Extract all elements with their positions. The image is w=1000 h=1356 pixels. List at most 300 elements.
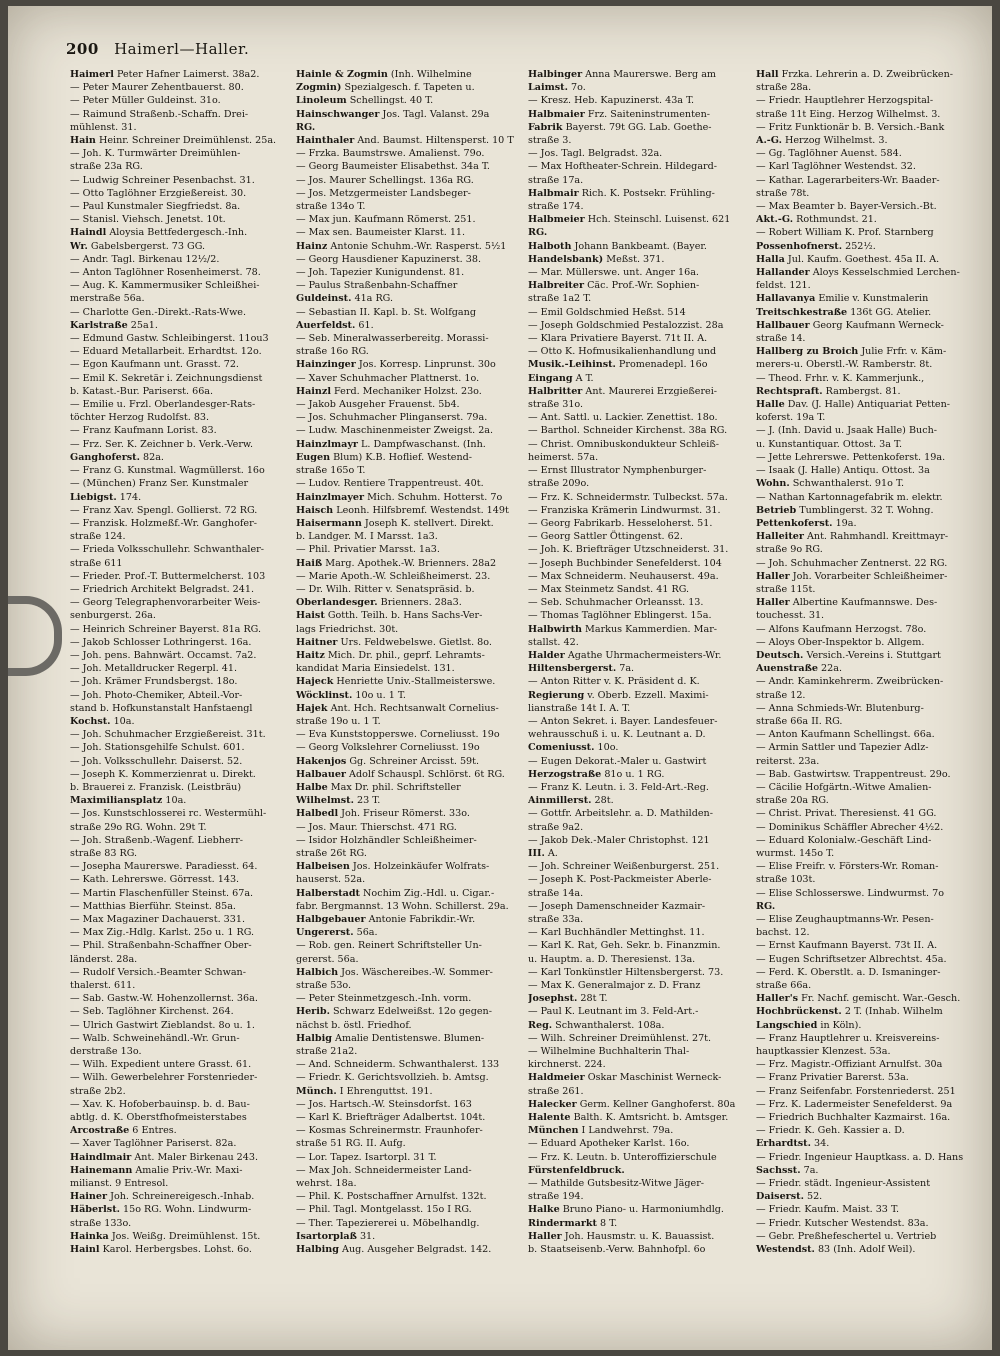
directory-line: straße 78t. [756, 187, 810, 199]
directory-line: — Friedr. Hauptlehrer Herzogspital- [756, 95, 934, 107]
directory-line: — Friedr. städt. Ingenieur-Assistent [756, 1178, 931, 1190]
directory-line: — Anton Sekret. i. Bayer. Landesfeuer- [528, 715, 718, 727]
directory-line: derstraße 13o. [70, 1046, 142, 1058]
directory-line: Fabrik Bayerst. 79t GG. Lab. Goethe- [528, 121, 712, 133]
directory-line: — J. (Inh. David u. Jsaak Halle) Buch- [756, 425, 937, 437]
directory-line: — Aloys Ober-Inspektor b. Allgem. [756, 636, 925, 648]
directory-line: — Joh. pens. Bahnwärt. Occamst. 7a2. [70, 649, 257, 661]
directory-line: straße 14. [756, 333, 806, 345]
directory-line: — Xav. K. Hofoberbauinsp. b. d. Bau- [70, 1098, 250, 1110]
directory-line: gererst. 56a. [296, 953, 359, 965]
directory-line: straße 209o. [528, 478, 590, 490]
directory-line: Halbing Aug. Ausgeher Belgradst. 142. [296, 1244, 492, 1256]
directory-line: straße 26t RG. [296, 847, 367, 859]
directory-line: Hainz Antonie Schuhm.-Wr. Rasperst. 5½1 [296, 240, 507, 252]
directory-line: — Joh. Schreiner Weißenburgerst. 251. [528, 861, 720, 873]
directory-line: — Cäcilie Hofgärtn.-Witwe Amalien- [756, 781, 932, 793]
directory-line: — Sab. Gastw.-W. Hohenzollernst. 36a. [70, 993, 258, 1005]
directory-line: Halbreiter Cäc. Prof.-Wr. Sophien- [528, 280, 700, 292]
directory-line: straße 134o T. [296, 201, 366, 213]
directory-line: koferst. 19a T. [756, 412, 826, 424]
directory-line: — Joh. K. Briefträger Utzschneiderst. 31. [528, 544, 729, 556]
directory-line: — Stanisl. Viehsch. Jenetst. 10t. [70, 214, 226, 226]
directory-line: — Franz K. Leutn. i. 3. Feld-Art.-Reg. [528, 781, 709, 793]
directory-line: — Dr. Wilh. Ritter v. Senatspräsid. b. [296, 583, 475, 595]
directory-line: stallst. 42. [528, 636, 579, 648]
directory-line: straße 133o. [70, 1217, 132, 1229]
directory-line: Halbauer Adolf Schauspl. Schlörst. 6t RG. [296, 768, 505, 780]
directory-line: — Xaver Taglöhner Pariserst. 82a. [70, 1138, 237, 1150]
directory-line: — Friedr. Kutscher Westendst. 83a. [756, 1217, 929, 1229]
directory-line: — Joh. Tapezier Kunigundenst. 81. [296, 267, 465, 279]
directory-line: — Eva Kunststopperswe. Corneliusst. 19o [296, 729, 500, 741]
directory-line: — Nathan Kartonnagefabrik m. elektr. [756, 491, 943, 503]
directory-line: — Rob. gen. Reinert Schriftsteller Un- [296, 940, 482, 952]
directory-line: straße 174. [528, 201, 584, 213]
column-3 [528, 68, 752, 1256]
directory-line: — Georg Volkslehrer Corneliusst. 19o [296, 742, 480, 754]
directory-line: Hainer Joh. Schreinereigesch.-Inhab. [70, 1191, 255, 1203]
directory-page [8, 6, 992, 1350]
directory-line: — Jos. Tagl. Belgradst. 32a. [528, 148, 663, 160]
directory-line: Daiserst. 52. [756, 1191, 823, 1203]
directory-line: — Raimund Straßenb.-Schaffn. Drei- [70, 108, 249, 120]
directory-line: Kochst. 10a. [70, 715, 135, 727]
directory-line: — Gg. Taglöhner Auenst. 584. [756, 148, 902, 160]
directory-line: — Wilhelmine Buchhalterin Thal- [528, 1046, 690, 1058]
directory-line: straße 19o u. 1 T. [296, 715, 381, 727]
directory-line: — Max Schneiderm. Neuhauserst. 49a. [528, 570, 719, 582]
directory-line: — Peter Maurer Zehentbauerst. 80. [70, 82, 244, 94]
directory-line: Haller Joh. Vorarbeiter Schleißheimer- [756, 570, 948, 582]
directory-line: Hainl Karol. Herbergsbes. Lohst. 6o. [70, 1244, 252, 1256]
directory-line: — Anton Ritter v. K. Präsident d. K. [528, 676, 700, 688]
directory-line: Linoleum Schellingst. 40 T. [296, 95, 434, 107]
directory-line: — Eugen Dekorat.-Maler u. Gastwirt [528, 755, 707, 767]
directory-line: straße 20a RG. [756, 795, 829, 807]
directory-line: — Jakob Ausgeher Frauenst. 5b4. [296, 399, 460, 411]
directory-line: Hall Frzka. Lehrerin a. D. Zweibrücken- [756, 69, 954, 80]
directory-line: — Franz Hauptlehrer u. Kreisvereins- [756, 1032, 940, 1044]
directory-line: b. Staatseisenb.-Verw. Bahnhofpl. 6o [528, 1244, 706, 1256]
directory-line: — Emil K. Sekretär i. Zeichnungsdienst [70, 372, 263, 384]
directory-line: Hochbrückenst. 2 T. (Inhab. Wilhelm [756, 1006, 943, 1018]
directory-line: Hallavanya Emilie v. Kunstmalerin [756, 293, 929, 305]
directory-line: straße 17a. [528, 174, 584, 186]
directory-line: — Kathar. Lagerarbeiters-Wr. Baader- [756, 174, 940, 186]
directory-line: — Mathilde Gutsbesitz-Witwe Jäger- [528, 1178, 705, 1190]
directory-line: wurmst. 145o T. [756, 847, 835, 859]
directory-line: — Max Zig.-Hdlg. Karlst. 25o u. 1 RG. [70, 927, 255, 939]
directory-line: straße 261. [528, 1085, 584, 1097]
directory-line: Hainschwanger Jos. Tagl. Valanst. 29a [296, 108, 490, 120]
directory-line: — Ernst Kaufmann Bayerst. 73t II. A. [756, 940, 938, 952]
directory-line: — Ferd. K. Oberstlt. a. D. Ismaninger- [756, 966, 941, 978]
directory-line: Erhardtst. 34. [756, 1138, 830, 1150]
directory-line: — Ulrich Gastwirt Zieblandst. 8o u. 1. [70, 1019, 255, 1031]
directory-line: Halbgebauer Antonie Fabrikdir.-Wr. [296, 914, 476, 925]
directory-line: Rechtspraft. Rambergst. 81. [756, 385, 901, 397]
directory-line: Hajek Ant. Hch. Rechtsanwalt Cornelius- [296, 702, 499, 714]
directory-line: straße 1a2 T. [528, 293, 592, 305]
directory-line: — Ludw. Maschinenmeister Zweigst. 2a. [296, 425, 494, 437]
column-1 [70, 68, 294, 1256]
directory-line: Halbeisen Jos. Holzeinkäufer Wolfrats- [296, 861, 490, 873]
directory-line: — Eugen Schriftsetzer Albrechtst. 45a. [756, 953, 947, 965]
directory-line: heimerst. 57a. [528, 451, 599, 463]
directory-line: — Georg Sattler Öttingenst. 62. [528, 531, 683, 543]
directory-line: Halbich Jos. Wäschereibes.-W. Sommer- [296, 966, 493, 978]
directory-line: straße 115t. [756, 583, 816, 595]
directory-line: — Phil. Tagl. Montgelasst. 15o I RG. [296, 1204, 472, 1216]
directory-line: lianstraße 14t I. A. T. [528, 702, 631, 714]
directory-line: — Franz Xav. Spengl. Gollierst. 72 RG. [70, 504, 258, 516]
directory-line: Eugen Blum) K.B. Hoflief. Westend- [296, 451, 473, 463]
directory-line: Haisch Leonh. Hilfsbremf. Westendst. 149t [296, 504, 509, 516]
directory-line: — Friedr. K. Gerichtsvollzieh. b. Amtsg. [296, 1072, 489, 1084]
directory-line: Hakenjos Gg. Schreiner Arcisst. 59t. [296, 755, 480, 767]
directory-line: Hainzl Ferd. Mechaniker Holzst. 23o. [296, 385, 482, 397]
directory-line: Langschied in Köln). [756, 1019, 862, 1031]
directory-line: straße 2b2. [70, 1085, 126, 1097]
directory-line: Halboth Johann Bankbeamt. (Bayer. [528, 240, 707, 252]
directory-line: — Frz. Magistr.-Offiziant Arnulfst. 30a [756, 1059, 943, 1071]
directory-line: straße 3. [528, 135, 572, 147]
directory-line: München I Landwehrst. 79a. [528, 1125, 674, 1137]
directory-line: Hallander Aloys Kesselschmied Lerchen- [756, 267, 960, 279]
directory-line: Haindlmair Ant. Maler Birkenau 243. [70, 1151, 259, 1163]
directory-line: Halleiter Ant. Rahmhandl. Kreittmayr- [756, 531, 949, 543]
directory-line: — Walb. Schweinehändl.-Wr. Grun- [70, 1032, 240, 1044]
directory-line: feldst. 121. [756, 280, 811, 292]
directory-line: — Joh. K. Turmwärter Dreimühlen- [70, 148, 241, 160]
directory-line: reiterst. 23a. [756, 755, 820, 767]
directory-line: straße 103t. [756, 874, 816, 886]
directory-line: Halbmair Rich. K. Postsekr. Frühling- [528, 187, 715, 199]
running-head: Haimerl—Haller. [114, 40, 250, 58]
directory-line: — Joh. Krämer Frundsbergst. 18o. [70, 676, 238, 688]
directory-line: u. Kunstantiquar. Ottost. 3a T. [756, 438, 903, 450]
directory-line: — Seb. Mineralwasserbereitg. Morassi- [296, 333, 489, 345]
directory-line: — Christ. Privat. Theresienst. 41 GG. [756, 808, 937, 820]
directory-line: hauptkassier Klenzest. 53a. [756, 1046, 891, 1058]
directory-line: — Thomas Taglöhner Eblingerst. 15a. [528, 610, 712, 622]
directory-line: Halla Jul. Kaufm. Goethest. 45a II. A. [756, 253, 940, 265]
directory-line: — Kosmas Schreinermstr. Fraunhofer- [296, 1125, 483, 1137]
directory-line: — Gottfr. Arbeitslehr. a. D. Mathilden- [528, 808, 713, 820]
directory-line: Häberlst. 15o RG. Wohn. Lindwurm- [70, 1204, 252, 1216]
directory-line: Halbig Amalie Dentistenswe. Blumen- [296, 1032, 485, 1044]
directory-line: — Karl Taglöhner Westendst. 32. [756, 161, 916, 173]
directory-line: hauserst. 52a. [296, 874, 366, 886]
directory-line: lags Friedrichst. 30t. [296, 623, 399, 635]
directory-line: Hainthaler And. Baumst. Hiltensperst. 10 T [296, 135, 514, 147]
directory-line: Hainzlmayr L. Dampfwaschanst. (Inh. [296, 438, 486, 450]
directory-line: straße 29o RG. Wohn. 29t T. [70, 821, 207, 833]
directory-line: Possenhofnerst. 252½. [756, 240, 876, 252]
directory-line: straße 28a. [756, 82, 812, 94]
directory-line: — Frz. K. Schneidermstr. Tulbeckst. 57a. [528, 491, 728, 503]
directory-line: — Jos. Maur. Thierschst. 471 RG. [296, 821, 457, 833]
directory-line: — Frz. K. Leutn. b. Unteroffizierschule [528, 1151, 717, 1163]
directory-line: — Franzisk. Holzmeßf.-Wr. Ganghofer- [70, 517, 257, 529]
directory-line: Ganghoferst. 82a. [70, 451, 164, 463]
directory-line: straße 11t Eing. Herzog Wilhelmst. 3. [756, 108, 941, 120]
directory-line: — Lor. Tapez. Isartorpl. 31 T. [296, 1151, 437, 1163]
directory-line: — Jette Lehrerswe. Pettenkoferst. 19a. [756, 451, 946, 463]
directory-line: Halberstadt Nochim Zig.-Hdl. u. Cigar.- [296, 887, 495, 899]
directory-line: Pettenkoferst. 19a. [756, 517, 857, 529]
directory-line: — Joseph K. Kommerzienrat u. Direkt. [70, 768, 256, 780]
directory-line: straße 51 RG. II. Aufg. [296, 1138, 406, 1150]
directory-line: — Joh. Schuhmacher Erzgießereist. 31t. [70, 729, 266, 741]
directory-line: Halbritter Ant. Maurerei Erzgießerei- [528, 385, 718, 397]
directory-line: straße 12. [756, 689, 806, 701]
directory-line: — Friedr. Ingenieur Hauptkass. a. D. Hans [756, 1151, 964, 1163]
directory-line: Halle Dav. (J. Halle) Antiquariat Petten- [756, 399, 951, 411]
directory-line: — Max K. Generalmajor z. D. Franz [528, 980, 701, 992]
directory-line: merstraße 56a. [70, 293, 145, 305]
directory-line: — Jos. Metzgermeister Landsbeger- [296, 187, 471, 199]
binder-clip [8, 596, 62, 676]
directory-line: Wilhelmst. 23 T. [296, 795, 381, 807]
directory-line: stand b. Hofkunstanstalt Hanfstaengl [70, 702, 253, 714]
directory-line: Hain Heinr. Schreiner Dreimühlenst. 25a. [70, 135, 277, 147]
directory-line: Herib. Schwarz Edelweißst. 12o gegen- [296, 1006, 492, 1018]
directory-line: straße 14a. [528, 887, 584, 899]
directory-line: — Isaak (J. Halle) Antiqu. Ottost. 3a [756, 465, 930, 477]
directory-line: — Edmund Gastw. Schleibingerst. 11ou3 [70, 333, 269, 345]
directory-line: — Ludwig Schreiner Pesenbachst. 31. [70, 174, 255, 186]
directory-line: Eingang A T. [528, 372, 594, 384]
directory-line: bachst. 12. [756, 927, 810, 939]
directory-line: abtlg. d. K. Oberstfhofmeisterstabes [70, 1112, 247, 1124]
directory-line: — Seb. Taglöhner Kirchenst. 264. [70, 1006, 234, 1018]
directory-line: Hainka Jos. Weißg. Dreimühlenst. 15t. [70, 1230, 261, 1242]
directory-line: Reg. Schwanthalerst. 108a. [528, 1019, 665, 1031]
directory-line: Musik.-Leihinst. Promenadepl. 16o [528, 359, 708, 371]
directory-line: Halbmeier Hch. Steinschl. Luisenst. 621 [528, 214, 731, 226]
column-4 [756, 68, 980, 1256]
directory-line: Treitschkestraße 136t GG. Atelier. [756, 306, 932, 318]
directory-line: — Joh. Stationsgehilfe Schulst. 601. [70, 742, 245, 754]
directory-line: — Franziska Krämerin Lindwurmst. 31. [528, 504, 721, 516]
directory-line: Haller's Fr. Nachf. gemischt. War.-Gesch. [756, 993, 961, 1005]
directory-line: — Mar. Müllerswe. unt. Anger 16a. [528, 267, 699, 279]
directory-line: — Eduard Apotheker Karlst. 16o. [528, 1138, 690, 1150]
directory-line: straße 9o RG. [756, 544, 823, 556]
directory-line: — Xaver Schuhmacher Plattnerst. 1o. [296, 372, 480, 384]
directory-line: — Karl Buchhändler Mettinghst. 11. [528, 927, 705, 939]
directory-line: Fürstenfeldbruck. [528, 1164, 625, 1176]
directory-line: — Marie Apoth.-W. Schleißheimerst. 23. [296, 570, 491, 582]
directory-line: — Georg Fabrikarb. Hesseloherst. 51. [528, 517, 713, 529]
directory-line: Halbinger Anna Maurerswe. Berg am [528, 69, 717, 80]
directory-line: Zogmin) Spezialgesch. f. Tapeten u. [296, 82, 475, 94]
directory-line: Rindermarkt 8 T. [528, 1217, 618, 1229]
directory-line: — Elise Zeughauptmanns-Wr. Pesen- [756, 914, 934, 925]
directory-line: Ungererst. 56a. [296, 927, 378, 939]
directory-line: — Max Beamter b. Bayer-Versich.-Bt. [756, 201, 937, 213]
directory-line: Auerfeldst. 61. [296, 319, 374, 331]
directory-line: — Fritz Funktionär b. B. Versich.-Bank [756, 121, 945, 133]
directory-line: — Wilh. Expedient untere Grasst. 61. [70, 1059, 252, 1071]
directory-line: Halbe Max Dr. phil. Schriftsteller [296, 781, 461, 793]
directory-line: Haisermann Joseph K. stellvert. Direkt. [296, 517, 494, 529]
directory-line: länderst. 28a. [70, 953, 138, 965]
page-header [66, 40, 249, 58]
directory-line: — Ludov. Rentiere Trappentreust. 40t. [296, 478, 484, 490]
directory-line: Sachsst. 7a. [756, 1164, 819, 1176]
directory-line: — Max Joh. Schneidermeister Land- [296, 1164, 472, 1176]
directory-line: — Elise Freifr. v. Försters-Wr. Roman- [756, 861, 939, 873]
directory-line: — Andr. Tagl. Birkenau 12½/2. [70, 253, 220, 265]
directory-line: — Armin Sattler und Tapezier Adlz- [756, 742, 929, 754]
directory-line: — Joseph K. Post-Packmeister Aberle- [528, 874, 712, 886]
directory-line: Hajeck Henriette Univ.-Stallmeisterswe. [296, 676, 496, 688]
directory-line: — Karl K. Rat, Geh. Sekr. b. Finanzmin. [528, 940, 721, 952]
directory-line: — Paul K. Leutnant im 3. Feld-Art.- [528, 1006, 699, 1018]
directory-line: straße 33a. [528, 914, 584, 925]
directory-line: — Franz Kaufmann Lorist. 83. [70, 425, 217, 437]
directory-line: — Charlotte Gen.-Direkt.-Rats-Wwe. [70, 306, 247, 318]
directory-line: straße 611 [70, 557, 123, 569]
directory-line: Halbedl Joh. Friseur Römerst. 33o. [296, 808, 470, 820]
directory-line: Auenstraße 22a. [756, 663, 843, 675]
directory-line: Halecker Germ. Kellner Ganghoferst. 80a [528, 1098, 736, 1110]
directory-line: Oberlandesger. Brienners. 28a3. [296, 597, 462, 609]
directory-line: Halbmaier Frz. Saiteninstrumenten- [528, 108, 711, 120]
directory-line: — Joh. Photo-Chemiker, Abteil.-Vor- [70, 689, 243, 701]
directory-line: — Eduard Kolonialw.-Geschäft Lind- [756, 834, 932, 846]
directory-line: Handelsbank) Meßst. 371. [528, 253, 665, 265]
directory-line: — Bab. Gastwirtsw. Trappentreust. 29o. [756, 768, 951, 780]
directory-line: Herzogstraße 81o u. 1 RG. [528, 768, 665, 780]
directory-line: Comeniusst. 10o. [528, 742, 619, 754]
directory-line: senburgerst. 26a. [70, 610, 156, 622]
directory-line: — Phil. Straßenbahn-Schaffner Ober- [70, 940, 252, 952]
directory-line: Haindl Aloysia Bettfedergesch.-Inh. [70, 227, 248, 239]
directory-line: u. Hauptm. a. D. Theresienst. 13a. [528, 953, 696, 965]
directory-line: — Sebastian II. Kapl. b. St. Wolfgang [296, 306, 476, 318]
directory-line: — Georg Baumeister Elisabethst. 34a T. [296, 161, 490, 173]
directory-line: — Franz G. Kunstmal. Wagmüllerst. 16o [70, 465, 265, 477]
directory-line: Karlstraße 25a1. [70, 319, 158, 331]
directory-line: Haller Joh. Hausmstr. u. K. Bauassist. [528, 1230, 715, 1242]
directory-line: Guldeinst. 41a RG. [296, 293, 394, 305]
page-number: 200 [66, 40, 99, 58]
directory-line: straße 31o. [528, 399, 584, 411]
directory-line: — Franz Privatier Barerst. 53a. [756, 1072, 909, 1084]
directory-line: — Frieda Volksschullehr. Schwanthaler- [70, 544, 265, 556]
directory-line: — Elise Schlosserswe. Lindwurmst. 7o [756, 887, 945, 899]
directory-line: straße 124. [70, 531, 126, 543]
directory-line: — Josepha Maurerswe. Paradiesst. 64. [70, 861, 258, 873]
directory-line: — Phil. Privatier Marsst. 1a3. [296, 544, 440, 556]
directory-line: — Jos. Schuhmacher Plinganserst. 79a. [296, 412, 488, 424]
directory-line: Haimerl Peter Hafner Laimerst. 38a2. [70, 69, 260, 80]
directory-line: b. Katast.-Bur. Pariserst. 66a. [70, 385, 214, 397]
directory-line: — Seb. Schuhmacher Orleansst. 13. [528, 597, 704, 609]
directory-line: kirchnerst. 224. [528, 1059, 606, 1071]
directory-line: Hiltensbergerst. 7a. [528, 663, 635, 675]
directory-line: — Otto Taglöhner Erzgießereist. 30. [70, 187, 247, 199]
directory-line: — Isidor Holzhändler Schleißheimer- [296, 834, 477, 846]
directory-line: — Frz. Ser. K. Zeichner b. Verk.-Verw. [70, 438, 254, 450]
directory-line: — Peter Steinmetzgesch.-Inh. vorm. [296, 993, 472, 1005]
directory-line: — Jos. Kunstschlosserei rc. Westermühl- [70, 808, 267, 820]
directory-line: — Klara Privatiere Bayerst. 71t II. A. [528, 333, 708, 345]
directory-line: — Frzka. Baumstrswe. Amalienst. 79o. [296, 148, 485, 160]
directory-line: — Martin Flaschenfüller Steinst. 67a. [70, 887, 254, 899]
directory-line: — Joh. Metalldrucker Regerpl. 41. [70, 663, 238, 675]
directory-line: straße 16o RG. [296, 346, 369, 358]
directory-line: Ainmillerst. 28t. [528, 795, 614, 807]
directory-line: — Barthol. Schneider Kirchenst. 38a RG. [528, 425, 728, 437]
directory-line: Deutsch. Versich.-Vereins i. Stuttgart [756, 649, 941, 661]
directory-line: straße 165o T. [296, 465, 366, 477]
directory-line: b. Landger. M. I Marsst. 1a3. [296, 531, 438, 543]
directory-line: — Otto K. Hofmusikalienhandlung und [528, 346, 717, 358]
directory-line: thalerst. 611. [70, 980, 136, 992]
directory-line: Betrieb Tumblingerst. 32 T. Wohng. [756, 504, 934, 516]
directory-line: Haist Gotth. Teilh. b. Hans Sachs-Ver- [296, 610, 483, 622]
directory-line: — Jos. Maurer Schellingst. 136a RG. [296, 174, 474, 186]
directory-line: straße 21a2. [296, 1046, 358, 1058]
directory-line: — Paul Kunstmaler Siegfriedst. 8a. [70, 201, 241, 213]
directory-line: Regierung v. Oberb. Ezzell. Maximi- [528, 689, 709, 701]
directory-line: Haiß Marg. Apothek.-W. Brienners. 28a2 [296, 557, 497, 569]
directory-line: Halente Balth. K. Amtsricht. b. Amtsger. [528, 1112, 729, 1124]
directory-line: — Peter Müller Guldeinst. 31o. [70, 95, 221, 107]
directory-line: — Max sen. Baumeister Klarst. 11. [296, 227, 466, 239]
directory-line: b. Brauerei z. Franzisk. (Leistbräu) [70, 781, 242, 793]
directory-line: — Egon Kaufmann unt. Grasst. 72. [70, 359, 239, 371]
directory-line: — Friedr. Kaufm. Maist. 33 T. [756, 1204, 900, 1216]
directory-line: — Eduard Metallarbeit. Erhardtst. 12o. [70, 346, 262, 358]
directory-line: — Jakob Dek.-Maler Christophst. 121 [528, 834, 710, 846]
directory-line: — Anna Schmieds-Wr. Blutenburg- [756, 702, 924, 714]
directory-line: Hallbauer Georg Kaufmann Werneck- [756, 319, 944, 331]
directory-line: — And. Schneiderm. Schwanthalerst. 133 [296, 1059, 500, 1071]
directory-line: — Max jun. Kaufmann Römerst. 251. [296, 214, 476, 226]
directory-line: — Gebr. Preßhefeschertel u. Vertrieb [756, 1230, 937, 1242]
directory-line: — Georg Telegraphenvorarbeiter Weis- [70, 597, 261, 609]
directory-line: — Wilh. Schreiner Dreimühlenst. 27t. [528, 1032, 712, 1044]
directory-line: Haitz Mich. Dr. phil., geprf. Lehramts- [296, 649, 485, 661]
directory-line: — Friedrich Architekt Belgradst. 241. [70, 583, 255, 595]
directory-line: Isartorplaß 31. [296, 1230, 376, 1242]
directory-line: — Rudolf Versich.-Beamter Schwan- [70, 966, 246, 978]
directory-line: — Christ. Omnibuskondukteur Schleiß- [528, 438, 719, 450]
directory-line: nächst b. östl. Friedhof. [296, 1019, 412, 1031]
directory-line: Hainemann Amalie Priv.-Wr. Maxi- [70, 1164, 243, 1176]
directory-line: — Ther. Tapeziererei u. Möbelhandlg. [296, 1217, 480, 1229]
directory-line: — Dominikus Schäffler Abrecher 4½2. [756, 821, 944, 833]
directory-line: — Joseph Goldschmied Pestalozzist. 28a [528, 319, 724, 331]
directory-line: Haller Albertine Kaufmannswe. Des- [756, 597, 938, 609]
directory-line: Hainle & Zogmin (Inh. Wilhelmine [296, 69, 472, 80]
directory-line: straße 9a2. [528, 821, 584, 833]
directory-line: straße 83 RG. [70, 847, 138, 859]
directory-line: fabr. Bergmannst. 13 Wohn. Schillerst. 29a. [296, 900, 509, 912]
directory-line: — Joseph Buchbinder Senefelderst. 104 [528, 557, 722, 569]
directory-line: — Anton Kaufmann Schellingst. 66a. [756, 729, 935, 741]
directory-line: Haldmeier Oskar Maschinist Werneck- [528, 1072, 722, 1084]
directory-line: — Alfons Kaufmann Herzogst. 78o. [756, 623, 927, 635]
directory-line: A.-G. Herzog Wilhelmst. 3. [756, 135, 888, 147]
directory-line: wehrausschuß i. u. K. Leutnant a. D. [528, 729, 706, 741]
